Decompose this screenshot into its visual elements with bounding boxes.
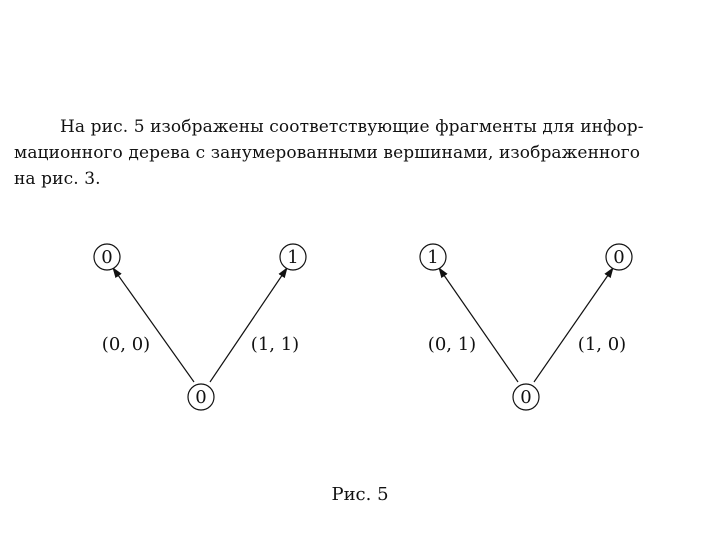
- right-tree-root-label: 0: [520, 387, 532, 408]
- left-tree-right-leaf-label: 1: [287, 247, 299, 268]
- left-tree-left-edge: [113, 268, 194, 382]
- paragraph-line-3: на рис. 3.: [14, 169, 101, 189]
- right-tree-left-leaf-label: 1: [427, 247, 439, 268]
- left-tree-right-edge-label: (1, 1): [250, 334, 300, 355]
- right-tree-left-edge: [439, 268, 518, 382]
- right-tree-left-edge-label: (0, 1): [427, 334, 477, 355]
- right-tree-right-leaf-label: 0: [613, 247, 625, 268]
- right-tree-fragment: [420, 244, 632, 410]
- left-tree-fragment: [94, 244, 306, 410]
- paragraph-line-1: На рис. 5 изображены соответствующие фрагменты для инфор-: [60, 117, 644, 137]
- right-tree-right-edge: [534, 268, 613, 382]
- right-tree-right-edge-label: (1, 0): [577, 334, 627, 355]
- left-tree-root-label: 0: [195, 387, 207, 408]
- left-tree-left-leaf-label: 0: [101, 247, 113, 268]
- left-tree-left-edge-label: (0, 0): [101, 334, 151, 355]
- paragraph-line-2: мационного дерева с занумерованными вершинами, изображенного: [14, 143, 641, 163]
- left-tree-right-edge: [210, 268, 287, 382]
- figure-caption: Рис. 5: [331, 484, 389, 505]
